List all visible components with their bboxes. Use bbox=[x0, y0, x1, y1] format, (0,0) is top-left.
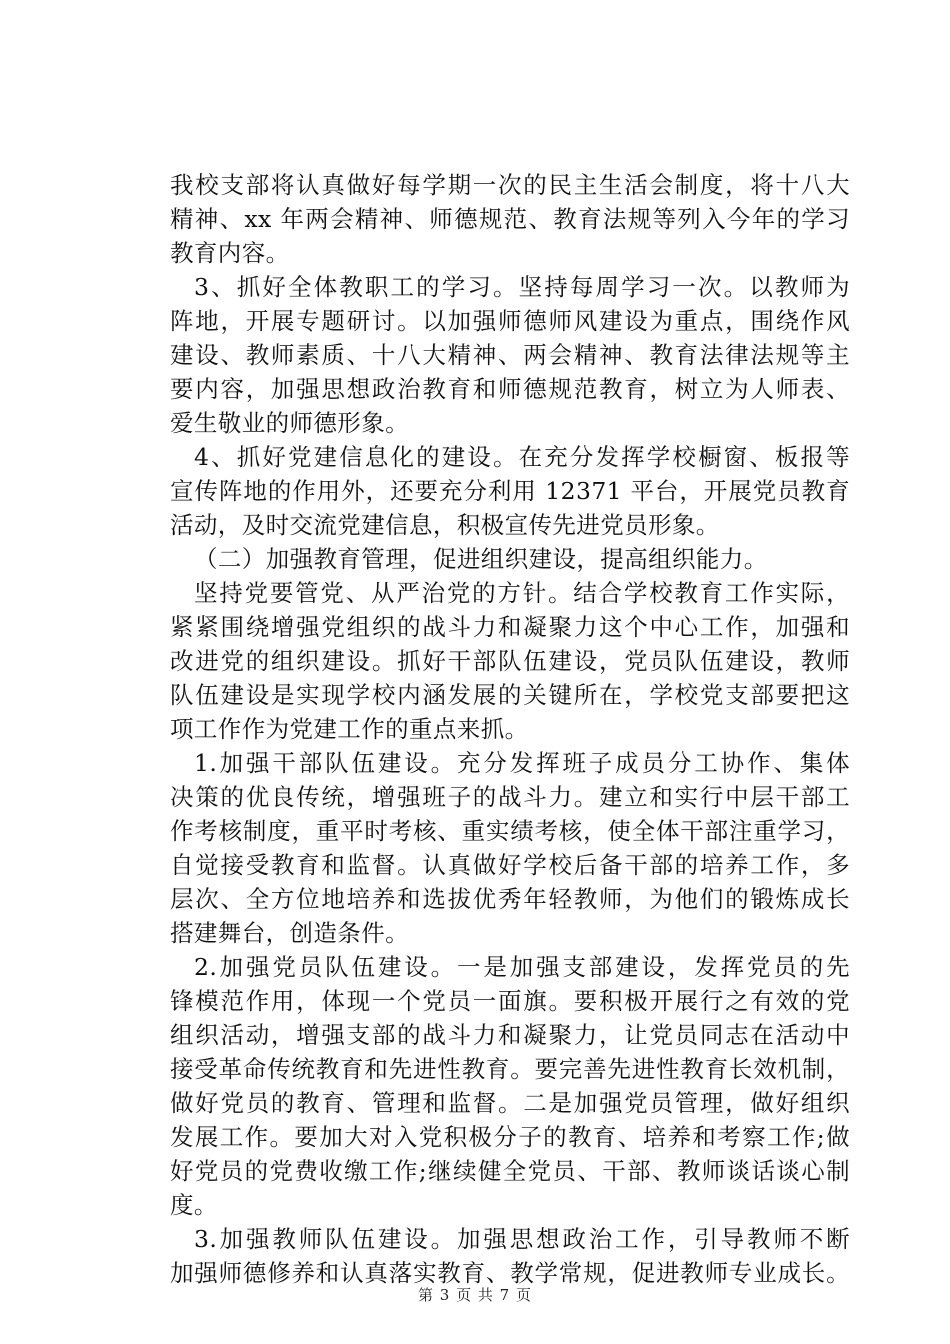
text-line: 决策的优良传统，增强班子的战斗力。建立和实行中层干部工 bbox=[170, 783, 850, 811]
text-line: 1.加强干部队伍建设。充分发挥班子成员分工协作、集体 bbox=[194, 749, 850, 777]
text-line: 队伍建设是实现学校内涵发展的关键所在，学校党支部要把这 bbox=[170, 681, 850, 709]
text-line: 锋模范作用，体现一个党员一面旗。要积极开展行之有效的党 bbox=[170, 987, 850, 1015]
text-line: 精神、xx 年两会精神、师德规范、教育法规等列入今年的学习 bbox=[170, 205, 850, 233]
text-line: 组织活动，增强支部的战斗力和凝聚力，让党员同志在活动中 bbox=[170, 1021, 850, 1049]
section-heading: （二）加强教育管理，促进组织建设，提高组织能力。 bbox=[194, 545, 768, 573]
text-line: 爱生敬业的师德形象。 bbox=[170, 409, 409, 437]
text-line: 改进党的组织建设。抓好干部队伍建设，党员队伍建设，教师 bbox=[170, 647, 850, 675]
text-line: 建设、教师素质、十八大精神、两会精神、教育法律法规等主 bbox=[170, 341, 850, 369]
text-line: 宣传阵地的作用外，还要充分利用 12371 平台，开展党员教育 bbox=[170, 477, 850, 505]
text-line: 搭建舞台，创造条件。 bbox=[170, 919, 409, 947]
text-line: 4、抓好党建信息化的建设。在充分发挥学校橱窗、板报等 bbox=[194, 443, 850, 471]
text-line: 3、抓好全体教职工的学习。坚持每周学习一次。以教师为 bbox=[194, 273, 850, 301]
text-line: 项工作作为党建工作的重点来抓。 bbox=[170, 715, 529, 743]
text-line: 层次、全方位地培养和选拔优秀年轻教师，为他们的锻炼成长 bbox=[170, 885, 850, 913]
text-line: 自觉接受教育和监督。认真做好学校后备干部的培养工作，多 bbox=[170, 851, 850, 879]
text-line: 要内容，加强思想政治教育和师德规范教育，树立为人师表、 bbox=[170, 375, 850, 403]
text-line: 紧紧围绕增强党组织的战斗力和凝聚力这个中心工作，加强和 bbox=[170, 613, 850, 641]
text-line: 好党员的党费收缴工作;继续健全党员、干部、教师谈话谈心制 bbox=[170, 1157, 850, 1185]
text-line: 做好党员的教育、管理和监督。二是加强党员管理，做好组织 bbox=[170, 1089, 850, 1117]
text-line: 发展工作。要加大对入党积极分子的教育、培养和考察工作;做 bbox=[170, 1123, 850, 1151]
text-line: 度。 bbox=[170, 1191, 218, 1219]
text-line: 坚持党要管党、从严治党的方针。结合学校教育工作实际， bbox=[194, 579, 850, 607]
text-line: 作考核制度，重平时考核、重实绩考核，使全体干部注重学习， bbox=[170, 817, 850, 845]
text-line: 我校支部将认真做好每学期一次的民主生活会制度，将十八大 bbox=[170, 171, 850, 199]
text-line: 阵地，开展专题研讨。以加强师德师风建设为重点，围绕作风 bbox=[170, 307, 850, 335]
text-line: 加强师德修养和认真落实教育、教学常规，促进教师专业成长。 bbox=[170, 1259, 850, 1287]
page-footer: 第 3 页 共 7 页 bbox=[418, 1286, 532, 1304]
text-line: 2.加强党员队伍建设。一是加强支部建设，发挥党员的先 bbox=[194, 953, 850, 981]
text-line: 接受革命传统教育和先进性教育。要完善先进性教育长效机制， bbox=[170, 1055, 850, 1083]
text-line: 活动，及时交流党建信息，积极宣传先进党员形象。 bbox=[170, 511, 720, 539]
text-line: 教育内容。 bbox=[170, 239, 290, 267]
document-body bbox=[170, 168, 850, 1290]
text-line: 3.加强教师队伍建设。加强思想政治工作，引导教师不断 bbox=[194, 1225, 850, 1253]
